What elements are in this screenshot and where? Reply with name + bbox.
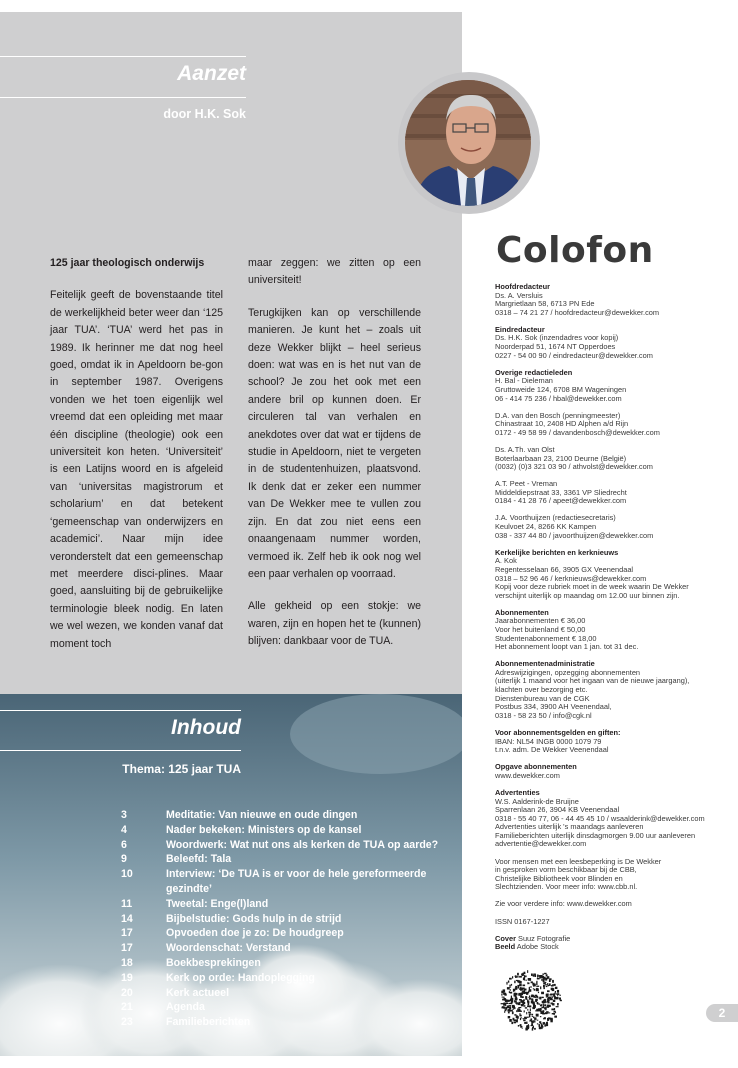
- colofon-line: Ds. A. Versluis: [495, 290, 543, 300]
- toc-item-title: Nader bekeken: Ministers op de kansel: [166, 823, 362, 836]
- colofon-line: (0032) (0)3 321 03 90 / athvolst@dewekker.com: [495, 462, 653, 472]
- colofon-line: Gruttoweide 124, 6708 BM Wageningen: [495, 384, 627, 394]
- article-paragraph: Alle gekheid op een stokje: we waren, zijn en hopen het te (kunnen) blijven: dankbaar voor de TUA.: [248, 600, 421, 648]
- colofon-line: t.n.v. adm. De Wekker Veenendaal: [495, 745, 609, 755]
- colofon-line: Kopij voor deze rubriek moet in de week waarin De Wekker: [495, 582, 689, 592]
- top-rule: [0, 56, 246, 57]
- toc-item-title: Opvoeden doe je zo: De houdgreep: [166, 927, 344, 940]
- toc-item[interactable]: [0, 926, 462, 941]
- colofon-line: Sparrenlaan 26, 3904 KB Veenendaal: [495, 805, 620, 815]
- toc-item-title: Agenda: [166, 1001, 205, 1014]
- colofon-line: Margrietlaan 58, 6713 PN Ede: [495, 299, 595, 309]
- colofon-block: [495, 480, 725, 506]
- toc-item-title: Tweetal: Enge(l)land: [166, 897, 269, 910]
- colofon-line: A.T. Peet - Vreman: [495, 479, 558, 489]
- colofon-line: Studentenabonnement € 18,00: [495, 633, 597, 643]
- colofon-line: klachten over bezorging etc.: [495, 685, 588, 695]
- aanzet-title: Aanzet: [177, 62, 246, 85]
- colofon-block: [495, 918, 725, 927]
- colofon-line: 0318 - 55 40 77, 06 - 44 45 45 10 / wsaalderink@dewekker.com: [495, 813, 705, 823]
- colofon-block: [495, 369, 725, 403]
- colofon-block-heading: Abonnementenadministratie: [495, 659, 595, 669]
- inhoud-title-rule: [0, 750, 241, 751]
- colofon-block-heading: Hoofdredacteur: [495, 282, 551, 291]
- colofon-line: 0318 – 52 96 46 / kerknieuws@dewekker.com: [495, 573, 647, 583]
- colofon-block-heading: Kerkelijke berichten en kerknieuws: [495, 547, 619, 557]
- toc-page-number: 20: [121, 986, 133, 999]
- colofon-line: Dienstenbureau van de CGK: [495, 693, 590, 703]
- colofon-line: 0172 - 49 58 99 / davandenbosch@dewekker.com: [495, 427, 660, 437]
- colofon-block: [495, 514, 725, 540]
- toc-item[interactable]: [0, 1000, 462, 1015]
- colofon-line: 0318 – 74 21 27 / hoofdredacteur@dewekker.com: [495, 307, 660, 317]
- colofon-block: [495, 858, 725, 892]
- colofon-line: 06 - 414 75 236 / hbal@dewekker.com: [495, 393, 622, 403]
- colofon-line: www.dewekker.com: [495, 770, 560, 780]
- toc-page-number: 23: [121, 1016, 133, 1029]
- toc-item-title: Beleefd: Tala: [166, 853, 232, 866]
- toc-item-title: Bijbelstudie: Gods hulp in de strijd: [166, 912, 342, 925]
- colofon-line: J.A. Voorthuijzen (redactiesecretaris): [495, 513, 616, 523]
- colofon-line: Advertenties uiterlijk 's maandags aanleveren: [495, 822, 644, 832]
- article-paragraph: maar zeggen: we zitten op een universiteit!: [248, 257, 421, 287]
- toc-item-title: Woordwerk: Wat nut ons als kerken de TUA op aarde?: [166, 838, 439, 851]
- colofon-block: [495, 660, 725, 720]
- toc-item[interactable]: [0, 986, 462, 1001]
- beeld-value: Adobe Stock: [516, 942, 559, 952]
- toc-item[interactable]: [0, 897, 462, 912]
- colofon-block-heading: Opgave abonnementen: [495, 762, 577, 772]
- colofon-line: 038 - 337 44 80 / javoorthuijzen@dewekker.com: [495, 530, 654, 540]
- page-number: 2: [706, 1004, 738, 1022]
- article-paragraph: Terugkijken kan op verschillende manieren. Je kunt het – zoals uit deze Wekker blijkt – heel serieus doen: wat was en is het nut van de school? Je zou het ook met een andere bril op kunnen doen. Er circuleren tal van verhalen en anekdotes over dat wat er tijdens de studie in Apeldoorn, niet te vergeten in de studentenhuizen, plaatsvond. Ik denk dat er zeker een nummer van De Wekker mee te vullen zou zijn. En dat zou niet eens een onaangenaam nummer worden, vermoed ik. Zelf heb ik ook nog wel een paar verhalen op voorraad.: [248, 306, 421, 580]
- article-heading: 125 jaar theologisch onderwijs: [50, 257, 205, 269]
- colofon-line: W.S. Aalderink-de Bruijne: [495, 796, 579, 806]
- colofon-line: Boterlaarbaan 23, 2100 Deurne (België): [495, 453, 627, 463]
- colofon-line: Middeldiepstraat 33, 3361 VP Sliedrecht: [495, 487, 627, 497]
- toc-page-number: 3: [121, 809, 127, 821]
- toc-page-number: 4: [121, 823, 127, 836]
- colofon-line: verschijnt uiterlijk op maandag om 12.00 uur binnen zijn.: [495, 590, 680, 600]
- colofon-block: [495, 900, 725, 909]
- toc-page-number: 18: [121, 956, 133, 969]
- inhoud-title: Inhoud: [171, 716, 241, 739]
- toc-item[interactable]: [0, 823, 462, 838]
- table-of-contents: [0, 808, 462, 1030]
- colofon-block-heading: Voor abonnementsgelden en giften:: [495, 727, 621, 737]
- colofon-line: ISSN 0167-1227: [495, 916, 550, 926]
- colofon-line: (uiterlijk 1 maand voor het ingaan van de nieuwe jaargang),: [495, 676, 690, 686]
- colofon-line: 0184 - 41 28 76 / apeet@dewekker.com: [495, 496, 627, 506]
- toc-page-number: 21: [121, 1001, 133, 1014]
- colofon-line: 0227 - 54 00 90 / eindredacteur@dewekker.com: [495, 350, 653, 360]
- colofon-block: [495, 446, 725, 472]
- colofon-line: Zie voor verdere info: www.dewekker.com: [495, 899, 632, 909]
- toc-item-title: Interview: ‘De TUA is er voor de hele gereformeerde gezindte’: [166, 868, 427, 895]
- colofon-block: [495, 326, 725, 360]
- toc-item[interactable]: [0, 838, 462, 853]
- toc-item-title: Woordenschat: Verstand: [166, 942, 291, 955]
- colofon-block: [495, 412, 725, 438]
- colofon-block: [495, 789, 725, 849]
- toc-item-title: Boekbesprekingen: [166, 956, 261, 969]
- colofon-body: [495, 283, 725, 952]
- colofon-block-heading: Eindredacteur: [495, 324, 545, 334]
- colofon-block: [495, 549, 725, 601]
- cover-label: Cover: [495, 933, 516, 943]
- toc-page-number: 9: [121, 853, 127, 866]
- colofon-line: D.A. van den Bosch (penningmeester): [495, 410, 621, 420]
- cover-value: Suuz Fotografie: [518, 933, 571, 943]
- toc-page-number: 17: [121, 927, 133, 940]
- toc-page-number: 14: [121, 912, 133, 925]
- colofon-line: Jaarabonnementen € 36,00: [495, 616, 586, 626]
- colofon-line: in gesproken vorm beschikbaar bij de CBB,: [495, 865, 637, 875]
- colofon-block-heading: Advertenties: [495, 787, 540, 797]
- title-rule: [0, 97, 246, 98]
- colofon-block-heading: Abonnementen: [495, 607, 549, 617]
- colofon-line: Voor het buitenland € 50,00: [495, 625, 586, 634]
- colofon-title: Colofon: [496, 230, 654, 271]
- toc-item[interactable]: [0, 956, 462, 971]
- colofon-line: Chinastraat 10, 2408 HD Alphen a/d Rijn: [495, 419, 629, 429]
- toc-page-number: 17: [121, 942, 133, 955]
- colofon-line: advertentie@dewekker.com: [495, 839, 587, 849]
- colofon-line: Postbus 334, 3900 AH Veenendaal,: [495, 702, 612, 712]
- toc-item[interactable]: [0, 867, 462, 897]
- colofon-block: [495, 729, 725, 755]
- colofon-block: [495, 763, 725, 780]
- toc-page-number: 19: [121, 971, 133, 984]
- colofon-line: Keulvoet 24, 8266 KK Kampen: [495, 522, 597, 532]
- colofon-line: A. Kok: [495, 556, 517, 566]
- seal-logo: [497, 966, 563, 1032]
- colofon-line: Regentesselaan 66, 3905 GX Veenendaal: [495, 564, 634, 574]
- colofon-line: Het abonnement loopt van 1 jan. tot 31 dec.: [495, 642, 639, 652]
- colofon-line: Voor mensen met een leesbeperking is De Wekker: [495, 856, 662, 866]
- colofon-line: Slechtzienden. Voor meer info: www.cbb.nl.: [495, 882, 638, 892]
- article-column-2: [248, 255, 421, 666]
- colofon-line: Ds. H.K. Sok (inzendadres voor kopij): [495, 333, 619, 343]
- toc-item-title: Kerk op orde: Handoplegging: [166, 971, 315, 984]
- toc-item[interactable]: [0, 941, 462, 956]
- colofon-line: Familieberichten uiterlijk dinsdagmorgen 9.00 uur aanleveren: [495, 830, 696, 840]
- toc-page-number: 6: [121, 838, 127, 851]
- toc-item-title: Familieberichten: [166, 1016, 251, 1029]
- colofon-line: Noorderpad 51, 1674 NT Opperdoes: [495, 342, 616, 352]
- toc-item[interactable]: [0, 808, 462, 823]
- colofon-line: Adreswijzigingen, opzegging abonnementen: [495, 667, 641, 677]
- aanzet-author: door H.K. Sok: [163, 107, 246, 121]
- colofon-line: Christelijke Bibliotheek voor Blinden en: [495, 873, 623, 883]
- colofon-block-heading: Overige redactieleden: [495, 367, 573, 377]
- author-photo: [405, 80, 531, 206]
- colofon-credits: [495, 935, 725, 952]
- colofon-block: [495, 283, 725, 317]
- toc-item[interactable]: [0, 971, 462, 986]
- colofon-line: 0318 - 58 23 50 / info@cgk.nl: [495, 710, 592, 720]
- toc-item[interactable]: [0, 912, 462, 927]
- article-paragraph: Feitelijk geeft de bovenstaande titel de werkelijkheid beter weer dan ‘125 jaar TUA’. ‘TUA’ werd het pas in 1989. Ik herinner me dat nog heel goed, omdat ik in Apeldoorn be-gon in september 1987. Overigens vonden we het toen eigenlijk wel vreemd dat een opleiding met maar één discipline (theologie) ook een universiteit kon heten. ‘Universiteit’ is een Latijns woord en is afgeleid van ‘universitas magistrorum et scholarium’ en dat betekent ‘gemeenschap van onderwijzers en academici’. Naar mijn idee veronderstelt dat een gemeenschap met meerdere disci-plines. Maar goed, aansluiting bij de gebruikelijke terminologie bleek nodig. En laten we wel wezen, we konden vanaf dat moment toch: [50, 289, 223, 650]
- colofon-line: H. Bal - Dieleman: [495, 376, 553, 386]
- toc-page-number: 10: [121, 868, 133, 881]
- colofon-block: [495, 609, 725, 652]
- inhoud-top-rule: [0, 710, 241, 711]
- inhoud-thema: Thema: 125 jaar TUA: [122, 762, 241, 776]
- colofon-line: IBAN: NL54 INGB 0000 1079 79: [495, 736, 602, 746]
- toc-item-title: Kerk actueel: [166, 986, 230, 999]
- colofon-line: Ds. A.Th. van Olst: [495, 444, 555, 454]
- beeld-label: Beeld: [495, 942, 516, 952]
- toc-page-number: 11: [121, 897, 133, 910]
- toc-item[interactable]: [0, 1015, 462, 1030]
- toc-item-title: Meditatie: Van nieuwe en oude dingen: [166, 809, 358, 821]
- toc-item[interactable]: [0, 852, 462, 867]
- article-column-1: [50, 255, 223, 668]
